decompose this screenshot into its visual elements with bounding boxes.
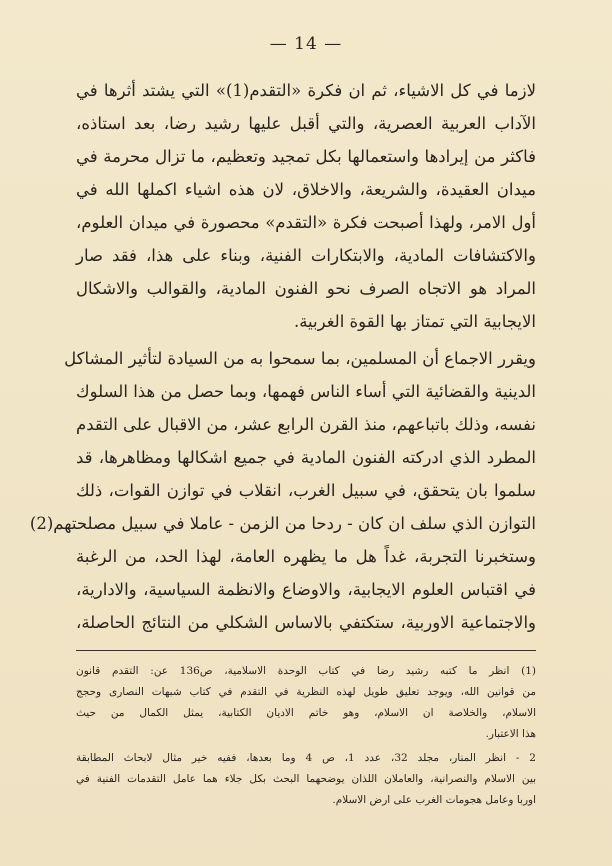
footnote-divider: [76, 650, 536, 651]
text-line: الدينية والقضائية التي أساء الناس فهمها، وبما حصل من هذا السلوك: [76, 382, 536, 401]
footnote-line: بين الاسلام والنصرانية، والعاملان اللذان يوضحهما البحث بكل جلاء هما عامل التقدمات الفنية في: [76, 773, 536, 785]
footnote-line: هذا الاعتبار.: [485, 728, 536, 740]
text-line: التوازن الذي سلف ان كان - ردحا من الزمن - عاملا في سبيل مصلحتهم(2): [29, 514, 536, 533]
text-line: وستخبرنا التجربة، غداً هل ما يظهره العامة، لهذا الحد، من الرغبة: [76, 547, 536, 566]
text-line: والاكتشافات المادية، والابتكارات الفنية، وبناء على هذا، فقد صار: [76, 246, 536, 265]
main-text: [29, 74, 536, 639]
text-line: أول الامر، ولهذا أصبحت فكرة «التقدم» محصورة في ميدان العلوم،: [76, 213, 536, 232]
footnote-line: 2 - انظر المنار، مجلد 32، عدد 1، ص 4 وما بعدها، ففيه خير مثال لابحاث المطابقة: [76, 752, 536, 764]
text-line: والاجتماعية الاوربية، ستكتفي بالاساس الشكلي من النتائج الحاصلة،: [76, 613, 536, 632]
text-line: ميدان العقيدة، والشريعة، والاخلاق، لان هذه اشياء اكملها الله في: [76, 180, 536, 199]
page-number: — 14 —: [269, 34, 343, 54]
text-line: سلموا بان يتحقق، في سبيل الغرب، انقلاب في توازن القوات، ذلك: [76, 481, 536, 500]
footnotes: [76, 661, 536, 811]
footnote-line: (1) انظر ما كتبه رشيد رضا في كتاب الوحدة الاسلامية، ص136 عن: التقدم قانون: [76, 665, 536, 677]
footnote-line: الاسلام، والخلاصة ان الاسلام، وهو خاتم الاديان الكتابية، يمثل الكمال من حيث: [76, 707, 536, 719]
text-line: الايجابية التي تمتاز بها القوة الغربية.: [293, 312, 536, 331]
text-line: ويقرر الاجماع أن المسلمين، بما سمحوا به من السيادة لتأثير المشاكل: [64, 349, 536, 368]
text-line: فاكثر من إيرادها واستعمالها بكل تمجيد وتعظيم، ما تزال محرمة في: [76, 147, 536, 166]
text-line: لازما في كل الاشياء، ثم ان فكرة «التقدم(1)» التي يشتد أثرها في: [76, 81, 536, 100]
text-line: في اقتباس العلوم الايجابية، والاوضاع والانظمة السياسية، والادارية،: [76, 580, 536, 599]
text-line: نفسه، وذلك باتباعهم، منذ القرن الرابع عشر، من الاقبال على التقدم: [76, 415, 536, 434]
text-line: الآداب العربية العصرية، والتي أقبل عليها رشيد رضا، بعد استاذه،: [76, 114, 536, 133]
text-line: المطرد الذي ادركته الفنون المادية في جميع اشكالها ومظاهرها، قد: [76, 448, 536, 467]
footnote-line: اوربا وعامل هجومات الغرب على ارض الاسلام.: [332, 794, 536, 806]
footnote-line: من قوانين الله، ويوجد تعليق طويل لهذه النظرية في التقدم في كتاب شبهات النصارى وحجج: [76, 686, 536, 698]
text-line: المراد هو الاتجاه الصرف نحو الفنون المادية، والقوالب والاشكال: [76, 279, 536, 298]
